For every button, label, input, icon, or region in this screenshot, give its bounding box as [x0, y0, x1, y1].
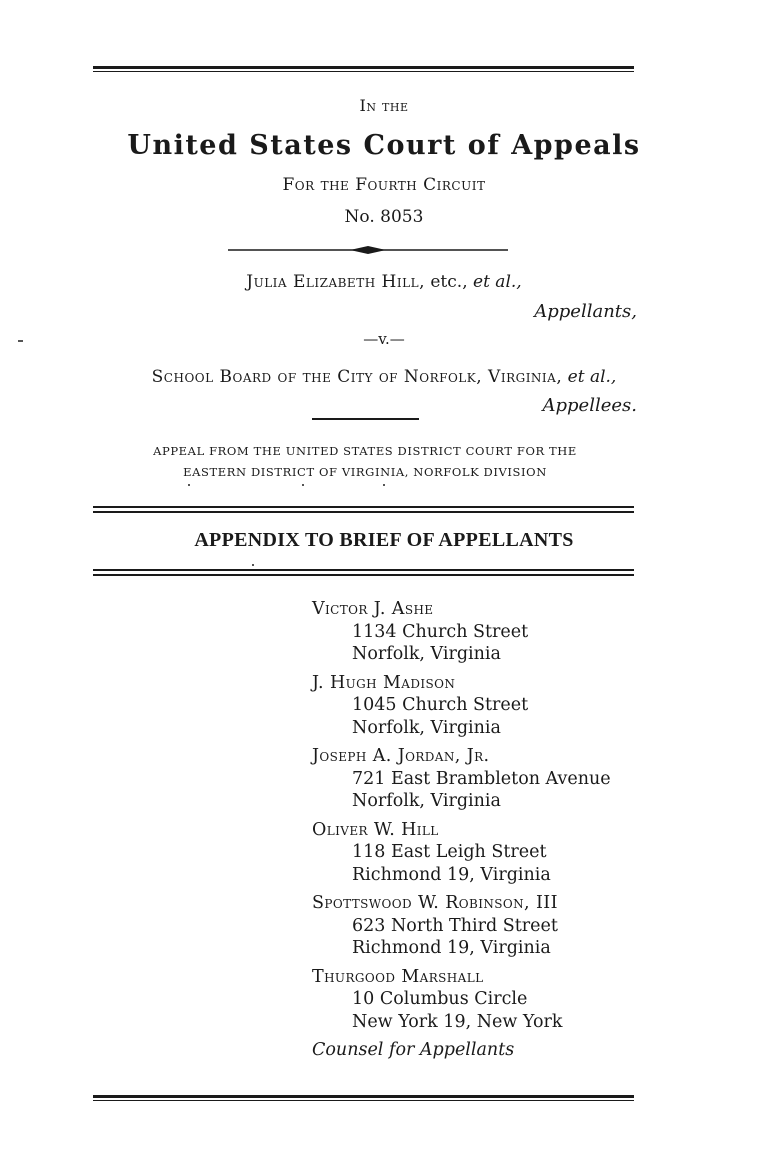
appellant-line: [0, 272, 768, 292]
counsel-address-line2: New York 19, New York: [352, 1011, 563, 1032]
short-divider: [312, 418, 419, 420]
counsel-entry: [312, 598, 611, 666]
counsel-address-line1: 1134 Church Street: [352, 621, 529, 642]
in-the-label: In the: [359, 96, 409, 115]
case-number: No. 8053: [344, 207, 424, 227]
counsel-address-line1: 721 East Brambleton Avenue: [352, 768, 611, 789]
counsel-name: Joseph A. Jordan, Jr.: [312, 746, 490, 766]
appeal-from-line1: APPEAL FROM THE UNITED STATES DISTRICT COURT FOR THE: [153, 444, 577, 458]
appellee-name: School Board of the City of Norfolk, Virginia,: [151, 367, 563, 387]
appellant-role: Appellants,: [534, 301, 637, 322]
counsel-name: Oliver W. Hill: [312, 819, 439, 840]
appellee-line: [0, 367, 768, 387]
bottom-double-rule: [93, 1095, 634, 1101]
counsel-entry: [312, 892, 611, 960]
counsel-name: Spottswood W. Robinson, III: [312, 893, 558, 913]
court-name: United States Court of Appeals: [127, 130, 641, 161]
appellant-suffix: etc.,: [430, 272, 468, 292]
appellant-name: Julia Elizabeth Hill,: [246, 272, 425, 292]
counsel-address-line2: Norfolk, Virginia: [352, 717, 501, 738]
appellant-etal: et al.,: [473, 272, 522, 292]
counsel-address-line1: 623 North Third Street: [352, 915, 558, 936]
counsel-address-line2: Norfolk, Virginia: [352, 791, 501, 811]
counsel-entry: [312, 672, 611, 740]
scan-speck: [188, 484, 190, 486]
ornamental-divider: [228, 245, 508, 255]
counsel-list: [312, 598, 611, 1062]
scan-speck: [18, 340, 23, 342]
counsel-name: J. Hugh Madison: [312, 672, 456, 693]
counsel-name: Victor J. Ashe: [312, 599, 434, 619]
counsel-entry: [312, 819, 611, 887]
counsel-address-line2: Norfolk, Virginia: [352, 644, 501, 664]
counsel-address-line2: Richmond 19, Virginia: [352, 864, 551, 885]
document-title: APPENDIX TO BRIEF OF APPELLANTS: [194, 529, 574, 551]
title-top-rule: [93, 506, 634, 513]
counsel-address-line2: Richmond 19, Virginia: [352, 938, 551, 958]
versus-label: —v.—: [363, 330, 405, 348]
counsel-entry: [312, 745, 611, 813]
top-double-rule: [93, 66, 634, 72]
scan-speck: [302, 484, 304, 486]
counsel-entry: [312, 966, 611, 1034]
counsel-name: Thurgood Marshall: [312, 966, 484, 987]
appeal-from-block: [90, 441, 640, 483]
appellee-role: Appellees.: [542, 395, 637, 416]
counsel-address-line1: 1045 Church Street: [352, 695, 529, 715]
counsel-for-label: Counsel for Appellants: [312, 1040, 515, 1060]
scan-speck: [252, 564, 254, 566]
appeal-from-line2: EASTERN DISTRICT OF VIRGINIA, NORFOLK DIVISION: [183, 465, 547, 479]
scan-speck: [383, 484, 385, 486]
circuit-label: For the Fourth Circuit: [282, 175, 486, 195]
title-bottom-rule: [93, 569, 634, 576]
counsel-address-line1: 10 Columbus Circle: [352, 989, 528, 1009]
appellee-etal: et al.,: [567, 367, 617, 387]
counsel-address-line1: 118 East Leigh Street: [352, 842, 547, 862]
